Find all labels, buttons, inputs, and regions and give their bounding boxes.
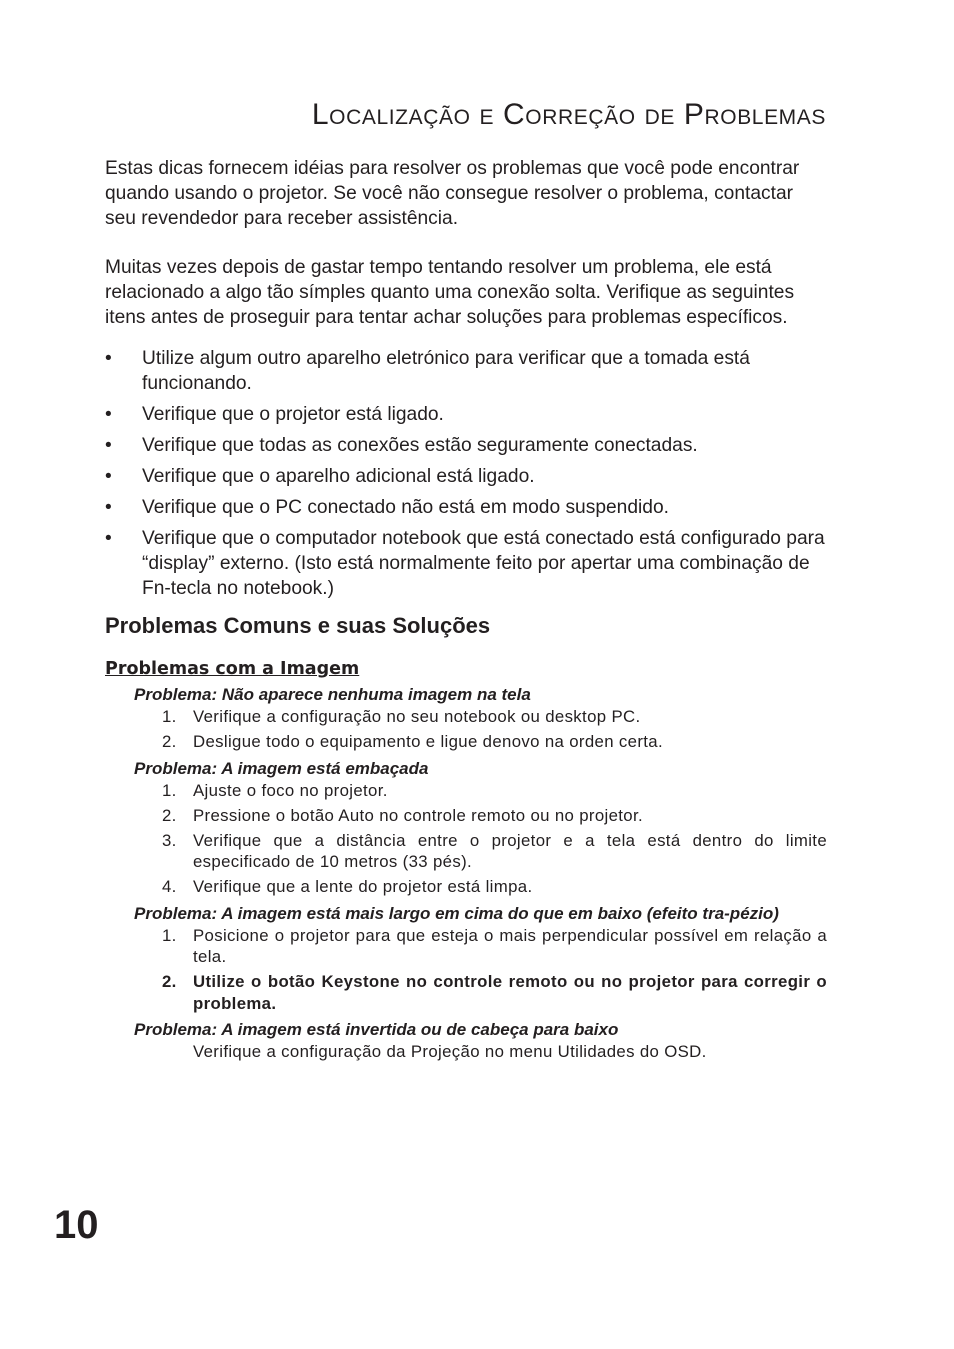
bullet-icon: • [105,497,112,518]
page-number: 10 [54,1203,99,1247]
step-number: 1. [162,780,177,800]
page-content [105,156,827,1063]
step-number: 1. [162,925,177,945]
checklist-item [105,346,827,396]
problem-title: Problema: A imagem está mais largo em cima do que em baixo (efeito tra-pézio) [134,903,779,923]
solution-step [105,731,827,753]
step-text: Utilize o botão Keystone no controle remoto ou no projetor para corregir o problema. [193,972,827,1013]
step-number: 1. [162,707,177,726]
step-number: 3. [162,830,177,850]
section-heading: Problemas Comuns e suas Soluções [105,613,491,638]
checklist [105,346,827,601]
checklist-item [105,433,827,458]
solution-steps [105,925,827,1015]
step-text: Verifique a configuração no seu notebook ou desktop PC. [193,707,641,726]
solution-steps [105,706,827,753]
checklist-item [105,526,827,601]
step-number: 2. [162,972,177,991]
solution-note: Verifique a configuração da Projeção no menu Utilidades do OSD. [193,1042,707,1061]
solution-step [105,925,827,968]
intro-paragraph-2: Muitas vezes depois de gastar tempo tentando resolver um problema, ele está relacionado a algo tão símples quanto uma conexão solta. Verifique as seguintes itens antes de proseguir para tentar achar soluções para problemas específicos. [105,257,795,328]
step-text: Verifique que a lente do projetor está limpa. [193,877,533,896]
problem-title: Problema: A imagem está embaçada [134,758,429,778]
step-number: 2. [162,732,177,751]
step-text: Desligue todo o equipamento e ligue denovo na orden certa. [193,732,663,751]
bullet-icon: • [105,404,112,425]
solution-step [105,780,827,802]
bullet-icon: • [105,528,112,549]
solution-steps [105,780,827,898]
checklist-item-text: Verifique que todas as conexões estão seguramente conectadas. [142,435,698,456]
problem-title: Problema: A imagem está invertida ou de cabeça para baixo [134,1020,619,1039]
step-text: Verifique que a distância entre o projetor e a tela está dentro do limite especificado de 10 metros (33 pés). [193,830,827,871]
checklist-item-text: Verifique que o PC conectado não está em modo suspendido. [142,497,669,518]
bullet-icon: • [105,466,112,487]
checklist-item-text: Utilize algum outro aparelho eletrónico para verificar que a tomada está funcionando. [142,348,750,394]
checklist-item [105,464,827,489]
problem-title: Problema: Não aparece nenhuma imagem na tela [134,685,531,704]
solution-step [105,876,827,898]
solution-step [105,805,827,827]
checklist-item-text: Verifique que o aparelho adicional está ligado. [142,466,535,487]
step-number: 4. [162,877,177,896]
step-text: Pressione o botão Auto no controle remoto ou no projetor. [193,805,644,825]
checklist-item-text: Verifique que o projetor está ligado. [142,404,444,425]
checklist-item [105,495,827,520]
checklist-item-text: Verifique que o computador notebook que está conectado está configurado para “display” externo. (Isto está normalmente feito por apertar uma combinação de Fn-tecla no notebook.) [142,528,825,599]
checklist-item [105,402,827,427]
step-text: Ajuste o foco no projetor. [193,780,388,800]
page-title: Localização e Correção de Problemas [311,98,826,131]
bullet-icon: • [105,435,112,456]
step-text: Posicione o projetor para que esteja o mais perpendicular possível em relação a tela. [193,925,827,966]
step-number: 2. [162,805,177,825]
subsection-heading: Problemas com a Imagem [105,659,360,679]
intro-paragraph-1: Estas dicas fornecem idéias para resolver os problemas que você pode encontrar quando usando o projetor. Se você não consegue resolver o problema, contactar seu revendedor para receber assistência. [105,158,800,229]
solution-step [105,830,827,873]
bullet-icon: • [105,348,112,369]
solution-step [105,706,827,728]
solution-step [105,971,827,1014]
